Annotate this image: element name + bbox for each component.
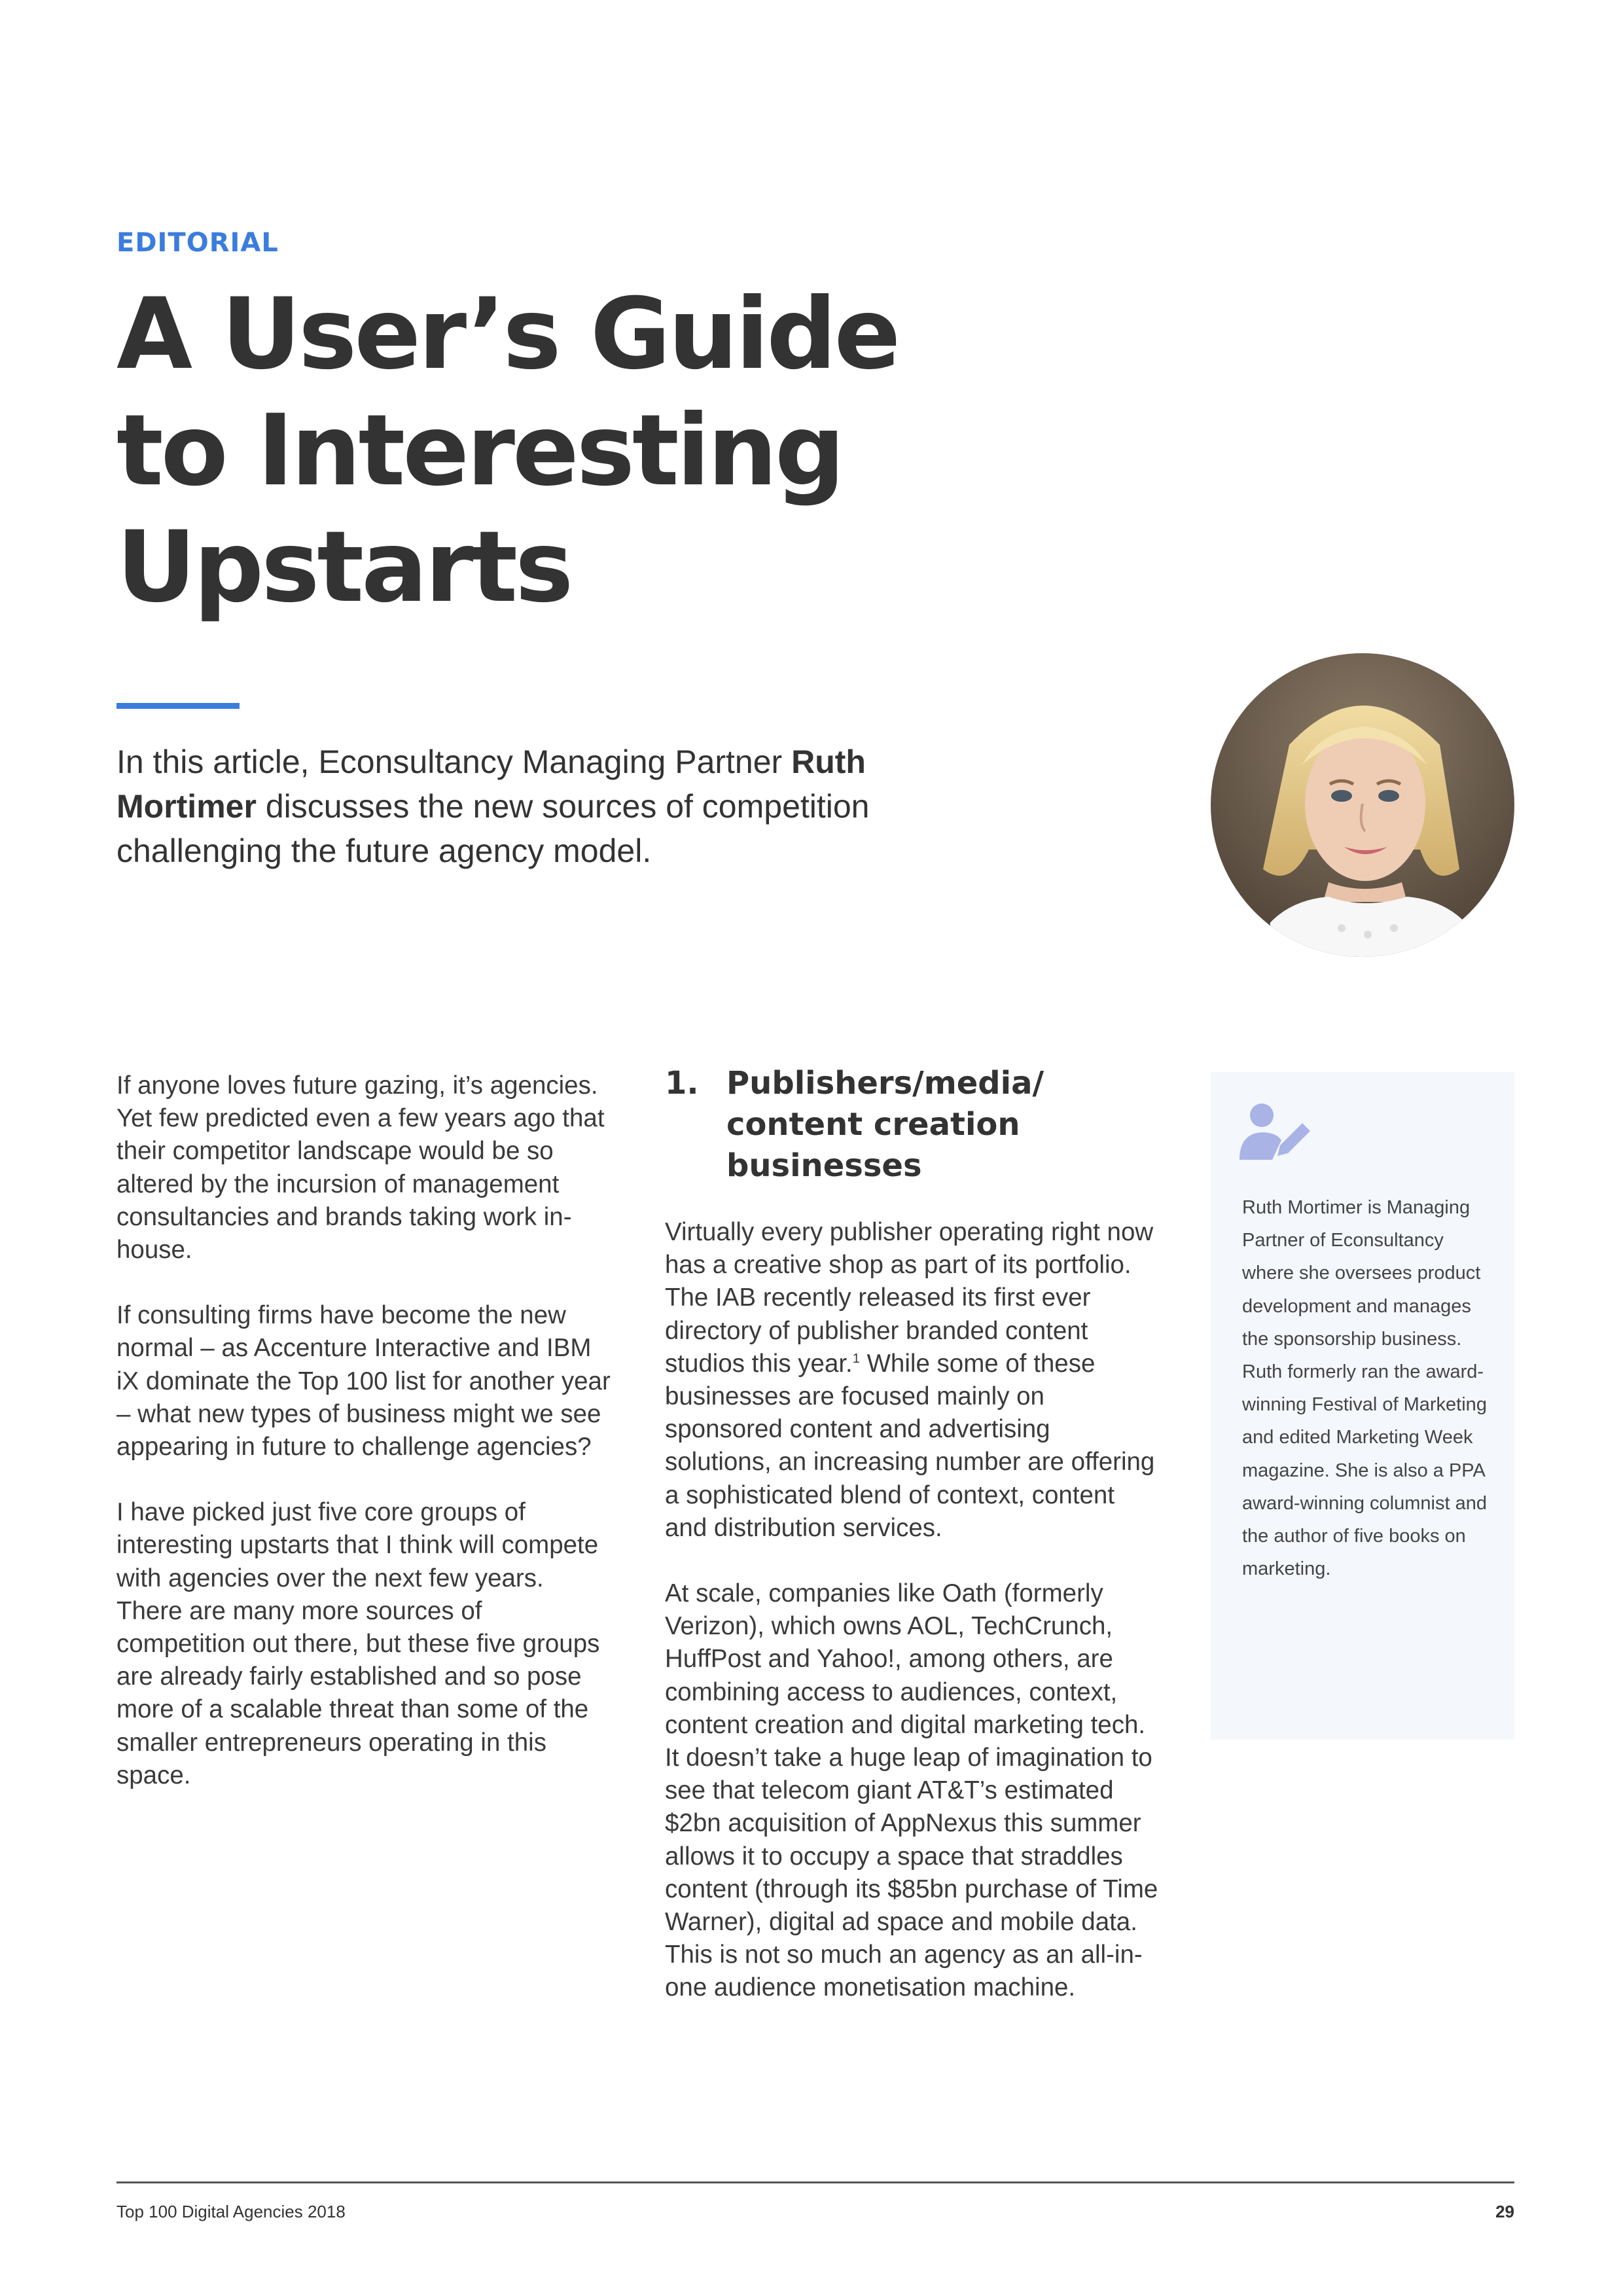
standfirst-intro: In this article, Econsultancy Managing Partner xyxy=(116,744,792,780)
section-number: 1. xyxy=(665,1065,699,1102)
footer-divider xyxy=(116,2181,1514,2183)
standfirst-rest: discusses the new sources of competition challenging the future agency model. xyxy=(116,788,870,869)
user-edit-icon xyxy=(1240,1101,1313,1161)
portrait-illustration xyxy=(1211,653,1514,957)
page-number: 29 xyxy=(1495,2202,1514,2221)
paragraph-text: Virtually every publisher operating right now has a creative shop as part of its portfolio. The IAB recently released its first ever directory of publisher branded content studios this year. xyxy=(665,1218,1154,1378)
paragraph: If consulting firms have become the new normal – as Accenture Interactive and IBM iX dominate the Top 100 list for another year – what new types of business might we see appearing in future to challenge agencies? xyxy=(116,1301,611,1462)
section-kicker: EDITORIAL xyxy=(116,228,279,258)
author-bio: Ruth Mortimer is Managing Partner of Econsultancy where she oversees product development and manages the sponsorship business. Ruth formerly ran the award-winning Festival of Marketing and edited Marketing Week magazine. She is also a PPA award-winning columnist and the author of five books on marketing. xyxy=(1242,1197,1487,1580)
title-line-1: A User’s Guide xyxy=(116,278,899,391)
article-title xyxy=(116,276,1033,626)
publication-name: Top 100 Digital Agencies 2018 xyxy=(116,2202,346,2221)
title-line-2: to Interesting xyxy=(116,394,843,508)
standfirst xyxy=(116,740,1007,873)
body-column-2 xyxy=(665,1216,1162,2037)
title-line-3: Upstarts xyxy=(116,511,571,624)
paragraph: If anyone loves future gazing, it’s agencies. Yet few predicted even a few years ago that their competitor landscape would be so altered by the incursion of management consultancies and brands taking work in-house. xyxy=(116,1071,605,1265)
section-title: Publishers/media/ content creation businesses xyxy=(726,1065,1044,1184)
author-bio-sidebar xyxy=(1211,1072,1514,1740)
footnote-marker: 1 xyxy=(852,1351,860,1366)
author-portrait xyxy=(1211,653,1514,957)
paragraph xyxy=(665,1216,1162,1545)
body-column-1 xyxy=(116,1069,614,1825)
accent-rule xyxy=(116,703,240,709)
author-name: Ruth Mortimer xyxy=(116,744,866,825)
paragraph-text: While some of these businesses are focused mainly on sponsored content and advertising solutions, an increasing number are offering a sophisticated blend of context, content and distribution services. xyxy=(665,1349,1155,1542)
paragraph: I have picked just five core groups of interesting upstarts that I think will compete with agencies over the next few years. There are many more sources of competition out there, but these five groups are already fairly established and so pose more of a scalable threat than some of the smaller entrepreneurs operating in this space. xyxy=(116,1498,600,1789)
paragraph: At scale, companies like Oath (formerly Verizon), which owns AOL, TechCrunch, HuffPost and Yahoo!, among others, are combining access to audiences, context, content creation and digital marketing tech. It doesn’t take a huge leap of imagination to see that telecom giant AT&T’s estimated $2bn acquisition of AppNexus this summer allows it to occupy a space that straddles content (through its $85bn purchase of Time Warner), digital ad space and mobile data. This is not so much an agency as an all-in-one audience monetisation machine. xyxy=(665,1579,1158,2002)
section-heading xyxy=(665,1063,1162,1187)
